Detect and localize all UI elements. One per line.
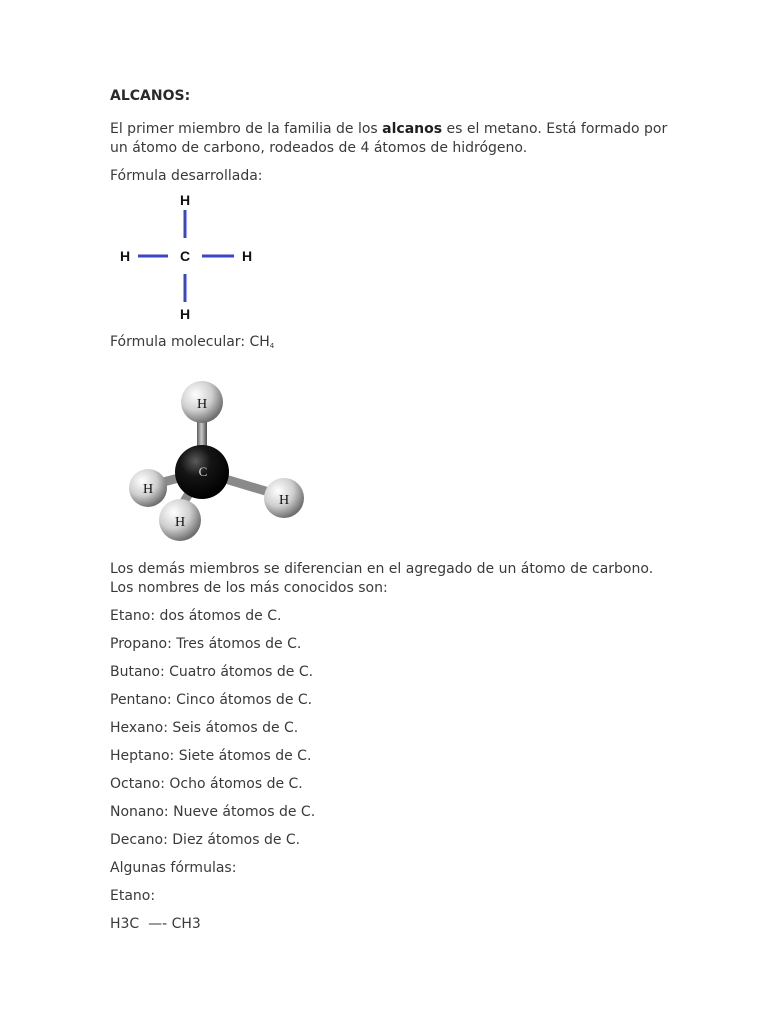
intro-text-start: El primer miembro de la familia de los <box>110 121 383 137</box>
etano-formula: H3C —- CH3 <box>110 916 201 932</box>
list-item: Butano: Cuatro átomos de C. <box>110 664 314 680</box>
formulas-label: Algunas fórmulas: <box>110 860 237 876</box>
alkane-members-list <box>110 606 670 850</box>
list-item: Propano: Tres átomos de C. <box>110 636 302 652</box>
etano-label: Etano: <box>110 888 156 904</box>
list-item: Decano: Diez átomos de C. <box>110 832 301 848</box>
intro-paragraph <box>110 120 670 158</box>
atom-top-h: H <box>179 192 191 208</box>
atom-bottom-h: H <box>179 306 191 322</box>
ball-label-carbon: C <box>198 464 208 479</box>
structural-formula-label: Fórmula desarrollada: <box>110 168 263 184</box>
list-item: Octano: Ocho átomos de C. <box>110 776 303 792</box>
document-page <box>110 86 670 934</box>
ball-label-top-h: H <box>196 397 208 412</box>
atom-right-h: H <box>241 248 253 264</box>
intro-text-end: es el metano. Está formado por un átomo de carbono, rodeados de 4 átomos de hidrógeno. <box>110 121 668 156</box>
atom-center-c: C <box>179 248 191 264</box>
molecular-formula <box>110 332 670 356</box>
section-heading: ALCANOS: <box>110 88 191 104</box>
molecular-formula-label: Fórmula molecular: CH <box>110 334 270 350</box>
ball-label-front-h: H <box>174 515 186 530</box>
molecular-formula-subscript: 4 <box>269 342 275 350</box>
ball-stick-model <box>124 370 324 546</box>
ball-label-right-h: H <box>278 493 290 508</box>
list-item: Nonano: Nueve átomos de C. <box>110 804 316 820</box>
structural-formula-svg <box>116 190 276 326</box>
structural-formula-diagram <box>116 190 276 326</box>
atom-left-h: H <box>119 248 131 264</box>
ball-label-left-h: H <box>142 482 154 497</box>
list-item: Pentano: Cinco átomos de C. <box>110 692 313 708</box>
list-item: Hexano: Seis átomos de C. <box>110 720 299 736</box>
ball-stick-svg <box>124 370 324 546</box>
intro-bold-term: alcanos <box>382 121 443 137</box>
members-intro-paragraph: Los demás miembros se diferencian en el agregado de un átomo de carbono. Los nombres de los más conocidos son: <box>110 561 654 596</box>
list-item: Etano: dos átomos de C. <box>110 608 282 624</box>
list-item: Heptano: Siete átomos de C. <box>110 748 312 764</box>
